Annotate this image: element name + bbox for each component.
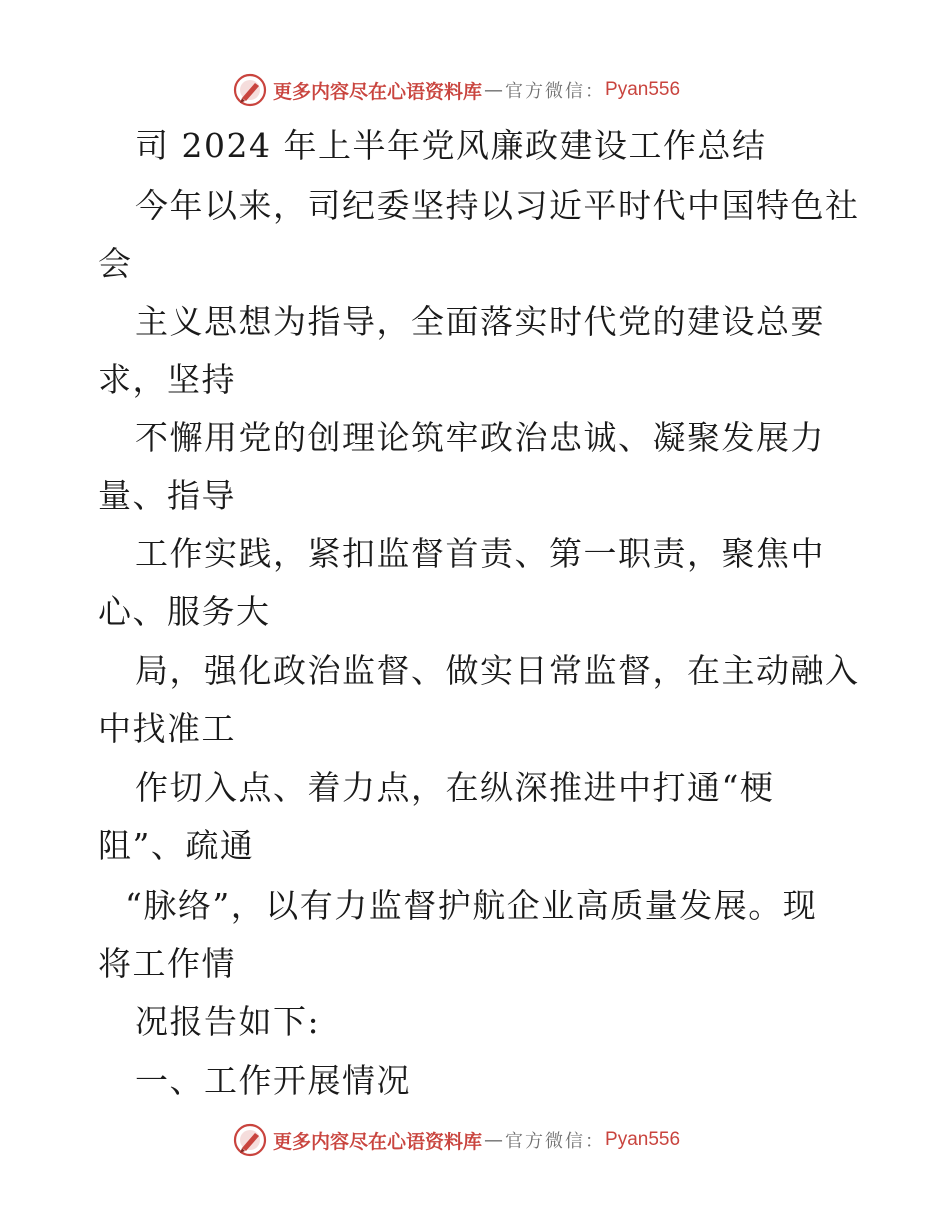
- paragraph-line: 今年以来，司纪委坚持以习近平时代中国特色社: [135, 186, 860, 225]
- paragraph-line: 将工作情: [98, 944, 236, 983]
- watermark-site-text: 更多内容尽在心语资料库: [273, 80, 483, 103]
- watermark-wechat-id: Pyan556: [605, 79, 681, 100]
- section-heading: 一、工作开展情况: [135, 1061, 411, 1100]
- watermark-wechat-label: 官方微信：: [505, 81, 606, 102]
- paragraph-line: 况报告如下:: [135, 1002, 321, 1041]
- paragraph-line: 主义思想为指导，全面落实时代党的建设总要: [135, 302, 825, 341]
- watermark-site-text: 更多内容尽在心语资料库: [273, 1130, 483, 1153]
- paragraph-line: 求，坚持: [98, 360, 236, 399]
- paragraph-line: 会: [98, 244, 133, 283]
- paragraph-line: “脉络”，以有力监督护航企业高质量发展。现: [125, 886, 818, 925]
- watermark-wechat-label: 官方微信：: [505, 1131, 606, 1152]
- watermark-footer: [233, 1122, 680, 1158]
- watermark-dash: —: [484, 79, 504, 101]
- watermark-wechat-id: Pyan556: [605, 1129, 681, 1150]
- watermark-header: [233, 72, 680, 108]
- pen-logo-icon: [233, 73, 267, 107]
- paragraph-line: 工作实践，紧扣监督首责、第一职责，聚焦中: [135, 534, 825, 573]
- paragraph-line: 不懈用党的创理论筑牢政治忠诚、凝聚发展力: [135, 418, 825, 457]
- watermark-dash: —: [484, 1129, 504, 1151]
- document-title: 司 2024 年上半年党风廉政建设工作总结: [135, 126, 767, 165]
- pen-logo-icon: [233, 1123, 267, 1157]
- paragraph-line: 作切入点、着力点，在纵深推进中打通“梗: [135, 768, 775, 807]
- paragraph-line: 心、服务大: [98, 592, 271, 631]
- paragraph-line: 量、指导: [98, 476, 236, 515]
- paragraph-line: 阻”、疏通: [98, 826, 255, 865]
- paragraph-line: 局，强化政治监督、做实日常监督，在主动融入: [135, 651, 860, 690]
- paragraph-line: 中找准工: [98, 709, 236, 748]
